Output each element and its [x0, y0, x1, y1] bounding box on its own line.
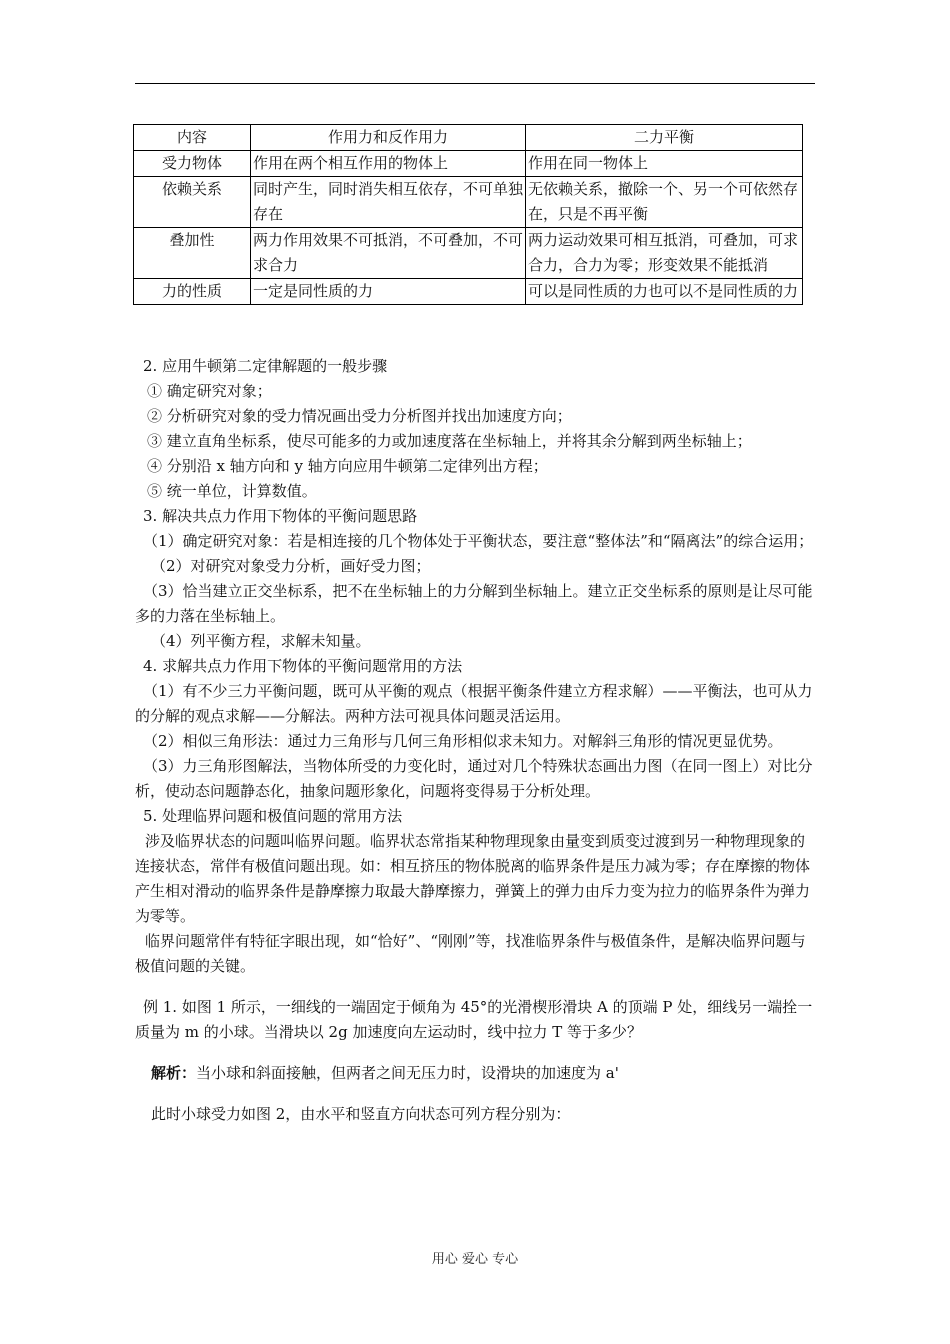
table-cell: 两力运动效果可相互抵消，可叠加，可求合力，合力为零；形变效果不能抵消 [526, 228, 803, 279]
header-rule [135, 83, 815, 84]
table-row-label: 力的性质 [134, 279, 251, 305]
analysis-line [135, 1061, 815, 1086]
table-row-label: 依赖关系 [134, 177, 251, 228]
table-header-cell: 内容 [134, 125, 251, 151]
section-4-title: 4. 求解共点力作用下物体的平衡问题常用的方法 [143, 657, 463, 675]
section-5-title: 5. 处理临界问题和极值问题的常用方法 [143, 807, 403, 825]
table-cell: 两力作用效果不可抵消，不可叠加，不可求合力 [251, 228, 526, 279]
table-row [134, 228, 803, 279]
section-3-title: 3. 解决共点力作用下物体的平衡问题思路 [143, 507, 418, 525]
table-cell: 同时产生，同时消失相互依存，不可单独存在 [251, 177, 526, 228]
table-row-label: 受力物体 [134, 151, 251, 177]
comparison-table [133, 124, 803, 305]
analysis-text: 当小球和斜面接触，但两者之间无压力时，设滑块的加速度为 a' [196, 1064, 619, 1082]
step-item: ⑤ 统一单位，计算数值。 [147, 482, 317, 500]
paragraph: （1）确定研究对象：若是相连接的几个物体处于平衡状态，要注意“整体法”和“隔离法”的综合运用； [143, 532, 814, 550]
table-cell: 无依赖关系，撤除一个、另一个可依然存在，只是不再平衡 [526, 177, 803, 228]
example-next-line: 此时小球受力如图 2，由水平和竖直方向状态可列方程分别为： [151, 1105, 571, 1123]
table-header-cell: 二力平衡 [526, 125, 803, 151]
example-text: 例 1. 如图 1 所示，一细线的一端固定于倾角为 45°的光滑楔形滑块 A 的顶端 P 处，细线另一端拴一质量为 m 的小球。当滑块以 2g 加速度向左运动时，线中拉力 T 等于多少？ [135, 998, 813, 1041]
table-row [134, 177, 803, 228]
table-row [134, 279, 803, 305]
step-item: ③ 建立直角坐标系，使尽可能多的力或加速度落在坐标轴上，并将其余分解到两坐标轴上； [147, 432, 752, 450]
analysis-label: 解析： [151, 1064, 197, 1082]
paragraph: 临界问题常伴有特征字眼出现，如“恰好”、“刚刚”等，找准临界条件与极值条件，是解决临界问题与极值问题的关键。 [135, 932, 806, 975]
paragraph: （1）有不少三力平衡问题，既可从平衡的观点（根据平衡条件建立方程求解）——平衡法，也可从力的分解的观点求解——分解法。两种方法可视具体问题灵活运用。 [135, 682, 813, 725]
body-text [135, 354, 815, 1127]
table-row [134, 151, 803, 177]
table-header-cell: 作用力和反作用力 [251, 125, 526, 151]
step-item: ① 确定研究对象； [147, 382, 272, 400]
table-cell: 可以是同性质的力也可以不是同性质的力 [526, 279, 803, 305]
section-2-title: 2. 应用牛顿第二定律解题的一般步骤 [143, 357, 388, 375]
table-cell: 作用在同一物体上 [526, 151, 803, 177]
table-header-row [134, 125, 803, 151]
step-item: ② 分析研究对象的受力情况画出受力分析图并找出加速度方向； [147, 407, 572, 425]
page-footer: 用心 爱心 专心 [431, 1252, 519, 1267]
paragraph: 涉及临界状态的问题叫临界问题。临界状态常指某种物理现象由量变到质变过渡到另一种物理现象的连接状态，常伴有极值问题出现。如：相互挤压的物体脱离的临界条件是压力减为零；存在摩擦的物体产生相对滑动的临界条件是静摩擦力取最大静摩擦力，弹簧上的弹力由斥力变为拉力的临界条件为弹力为零等。 [135, 832, 811, 925]
table-cell: 作用在两个相互作用的物体上 [251, 151, 526, 177]
paragraph: （3）力三角形图解法，当物体所受的力变化时，通过对几个特殊状态画出力图（在同一图上）对比分析，使动态问题静态化，抽象问题形象化，问题将变得易于分析处理。 [135, 757, 813, 800]
paragraph: （2）相似三角形法：通过力三角形与几何三角形相似求未知力。对解斜三角形的情况更显优势。 [143, 732, 783, 750]
step-item: ④ 分别沿 x 轴方向和 y 轴方向应用牛顿第二定律列出方程； [147, 457, 548, 475]
paragraph: （4）列平衡方程，求解未知量。 [151, 632, 371, 650]
table-row-label: 叠加性 [134, 228, 251, 279]
paragraph: （2）对研究对象受力分析，画好受力图； [151, 557, 431, 575]
table-cell: 一定是同性质的力 [251, 279, 526, 305]
paragraph: （3）恰当建立正交坐标系，把不在坐标轴上的力分解到坐标轴上。建立正交坐标系的原则是让尽可能多的力落在坐标轴上。 [135, 582, 813, 625]
